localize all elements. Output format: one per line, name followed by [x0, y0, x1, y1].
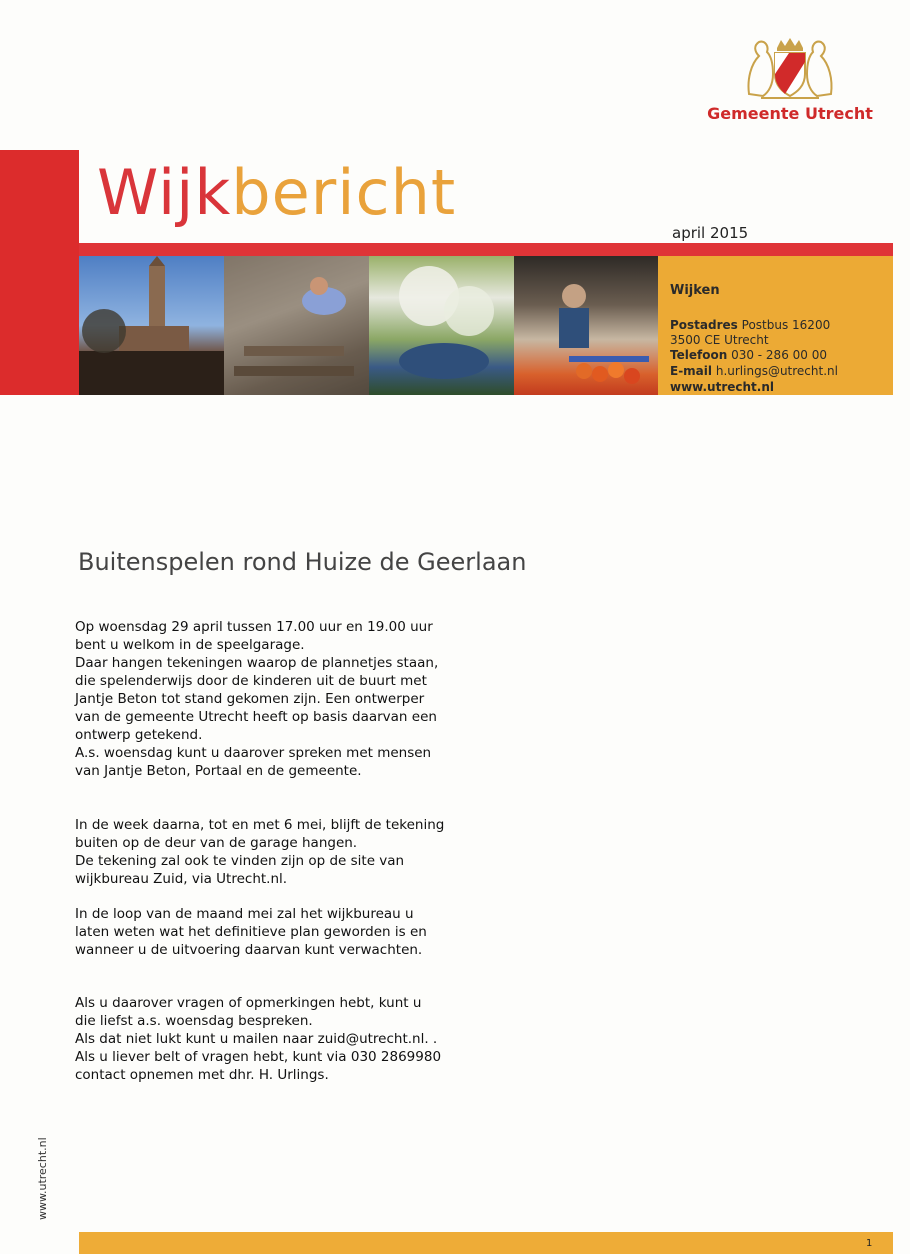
side-website-url: www.utrecht.nl — [36, 1137, 49, 1220]
text-line: die liefst a.s. woensdag bespreken. — [75, 1013, 313, 1029]
contact-city: 3500 CE Utrecht — [670, 333, 769, 347]
text-line: Als u daarover vragen of opmerkingen hebt, kunt u — [75, 995, 422, 1011]
text-line: De tekening zal ook te vinden zijn op de site van — [75, 853, 405, 869]
text-line: contact opnemen met dhr. H. Urlings. — [75, 1067, 329, 1083]
text-line: die spelenderwijs door de kinderen uit de buurt met — [75, 673, 427, 689]
title-part-bericht: bericht — [231, 156, 457, 229]
footer-bar — [79, 1232, 893, 1254]
header-red-block — [0, 150, 79, 395]
text-line: In de loop van de maand mei zal het wijkbureau u — [75, 906, 414, 922]
text-line: A.s. woensdag kunt u daarover spreken met mensen — [75, 745, 432, 761]
text-line: ontwerp getekend. — [75, 727, 203, 743]
title-part-wijk: Wijk — [97, 156, 232, 229]
contact-telefoon — [670, 348, 827, 362]
contact-postadres — [670, 318, 830, 332]
contact-heading: Wijken — [670, 283, 720, 298]
article-heading: Buitenspelen rond Huize de Geerlaan — [78, 548, 527, 576]
photo-paving-worker — [224, 256, 369, 395]
text-line: In de week daarna, tot en met 6 mei, blijft de tekening — [75, 817, 445, 833]
paragraph — [75, 618, 465, 780]
page-number: 1 — [866, 1238, 873, 1249]
text-line: van de gemeente Utrecht heeft op basis daarvan een — [75, 709, 437, 725]
logo-text: Gemeente Utrecht — [707, 104, 873, 123]
text-line: Als dat niet lukt kunt u mailen naar zuid@utrecht.nl. . — [75, 1031, 438, 1047]
text-line: laten weten wat het definitieve plan geworden is en — [75, 924, 427, 940]
paragraph — [75, 816, 465, 888]
text-line: bent u welkom in de speelgarage. — [75, 637, 305, 653]
telefoon-label: Telefoon — [670, 348, 728, 362]
text-line: wanneer u de uitvoering daarvan kunt verwachten. — [75, 942, 423, 958]
postadres-value: Postbus 16200 — [741, 318, 831, 332]
photo-market-stall — [514, 256, 659, 395]
email-link[interactable]: h.urlings@utrecht.nl — [715, 364, 838, 378]
text-line: Daar hangen tekeningen waarop de plannetjes staan, — [75, 655, 439, 671]
issue-date: april 2015 — [672, 224, 749, 242]
text-line: van Jantje Beton, Portaal en de gemeente. — [75, 763, 362, 779]
paragraph — [75, 905, 465, 959]
article-body — [75, 618, 465, 1084]
text-line: buiten op de deur van de garage hangen. — [75, 835, 358, 851]
photo-dom-tower — [79, 256, 224, 395]
header-red-line — [79, 243, 893, 256]
gemeente-utrecht-logo — [700, 34, 880, 123]
utrecht-coat-of-arms-icon — [741, 34, 839, 102]
text-line: Als u liever belt of vragen hebt, kunt via 030 2869980 — [75, 1049, 442, 1065]
contact-box — [658, 256, 893, 395]
email-label: E-mail — [670, 364, 713, 378]
newsletter-title — [97, 148, 456, 238]
telefoon-value: 030 - 286 00 00 — [731, 348, 827, 362]
postadres-label: Postadres — [670, 318, 738, 332]
text-line: Op woensdag 29 april tussen 17.00 uur en 19.00 uur — [75, 619, 433, 635]
text-line: Jantje Beton tot stand gekomen zijn. Een ontwerper — [75, 691, 425, 707]
photo-strip — [79, 256, 659, 395]
contact-email — [670, 364, 838, 378]
paragraph — [75, 994, 465, 1084]
photo-blossom-canal — [369, 256, 514, 395]
website-link[interactable]: www.utrecht.nl — [670, 380, 774, 394]
text-line: wijkbureau Zuid, via Utrecht.nl. — [75, 871, 288, 887]
